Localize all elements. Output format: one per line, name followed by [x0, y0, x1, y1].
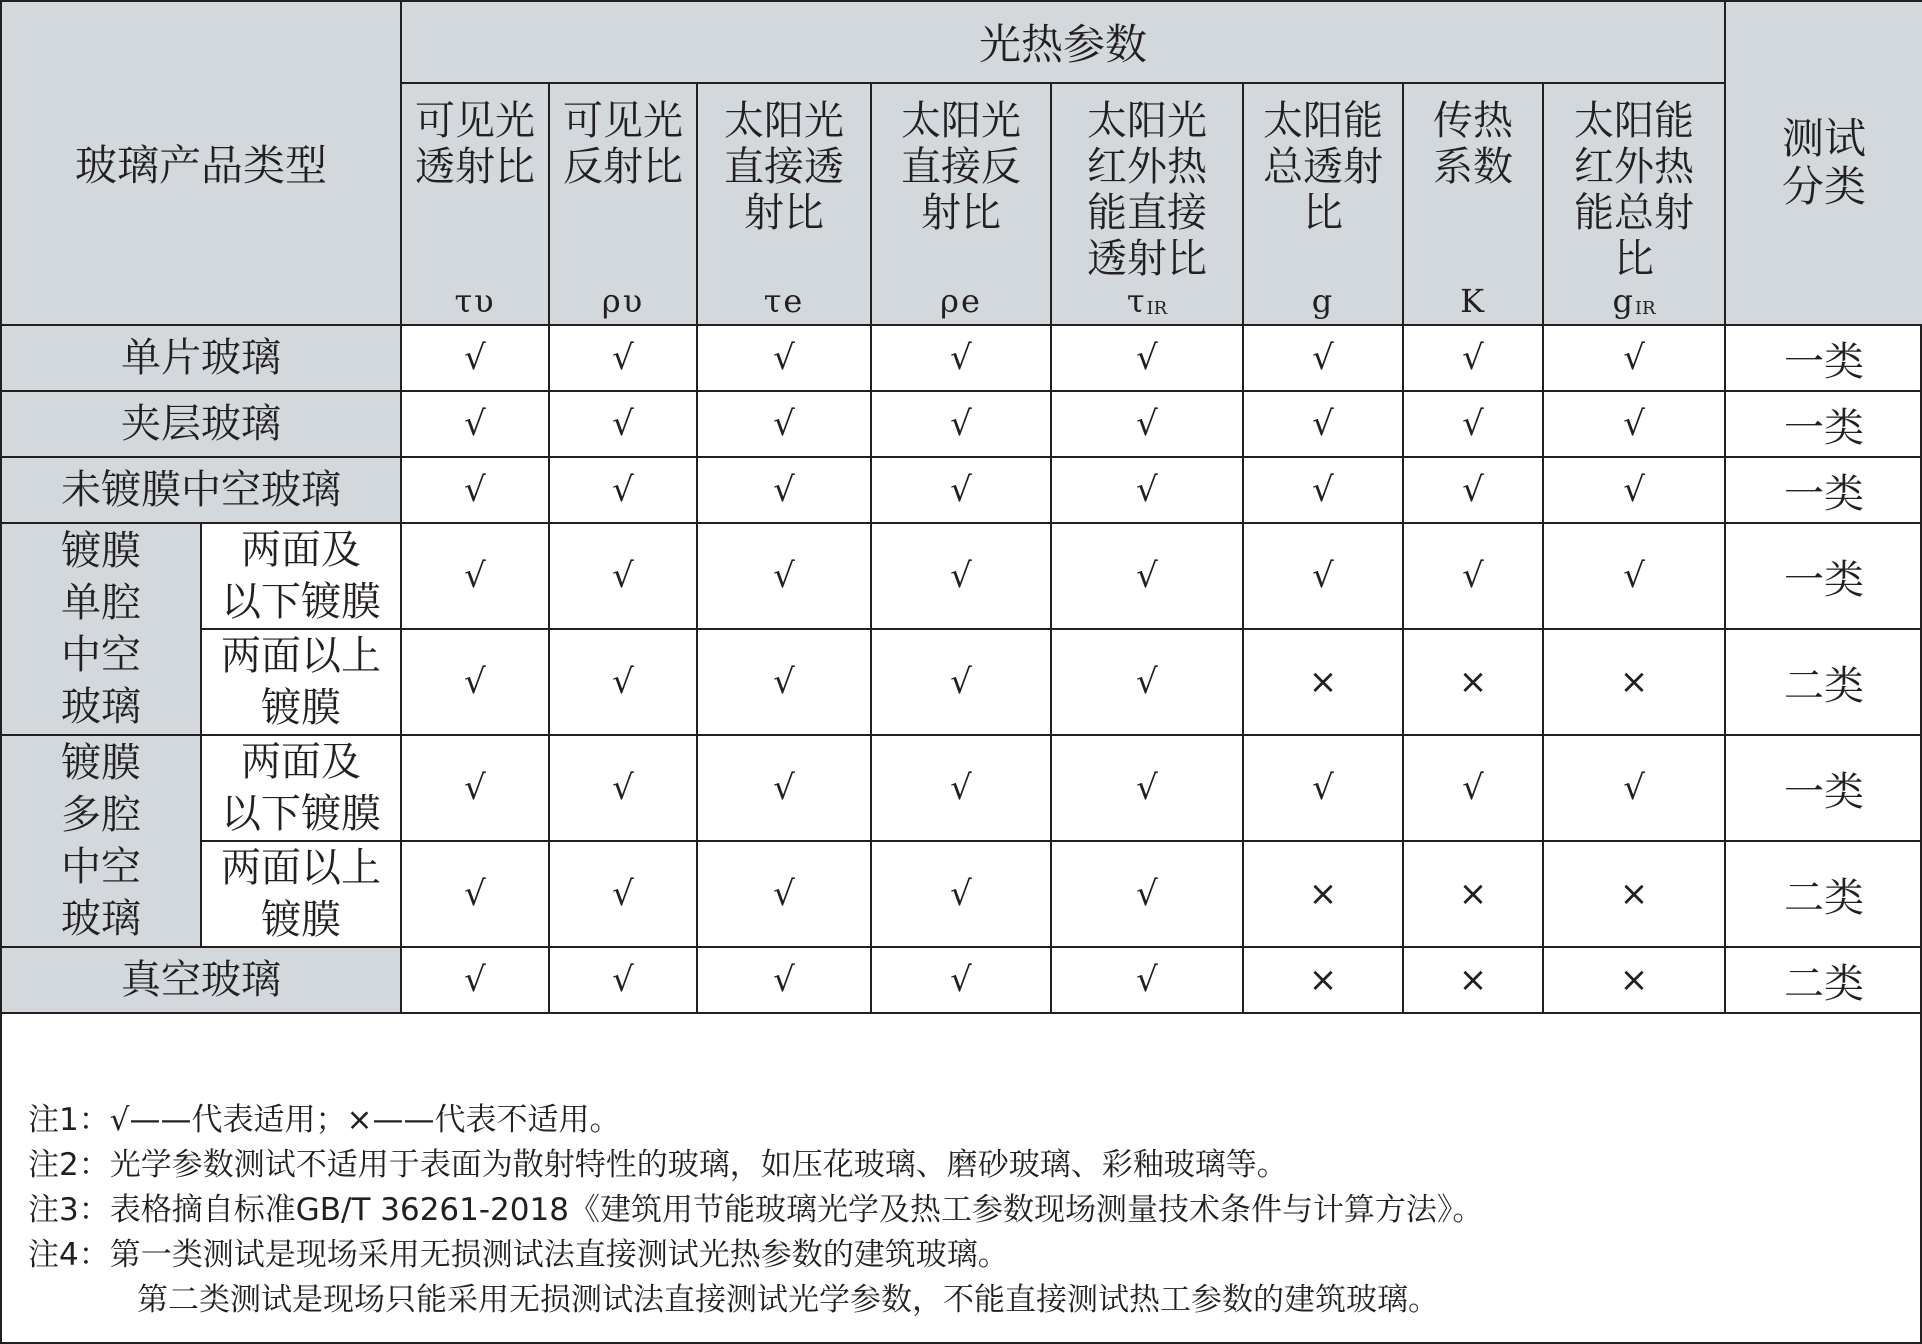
row-group-label: 镀膜 多腔 中空 玻璃 [1, 735, 201, 947]
check-mark: √ [1051, 629, 1243, 735]
check-mark: √ [401, 325, 549, 391]
cross-mark: × [1403, 629, 1543, 735]
test-category-cell: 一类 [1725, 457, 1922, 523]
check-mark: √ [401, 391, 549, 457]
test-category-cell: 一类 [1725, 735, 1922, 841]
column-header [1051, 83, 1243, 325]
column-label: 可见光 反射比 [563, 98, 684, 190]
row-sub-label: 两面以上 镀膜 [201, 629, 401, 735]
check-mark: √ [1051, 735, 1243, 841]
cross-mark: × [1543, 629, 1725, 735]
check-mark: √ [1543, 391, 1725, 457]
check-mark: √ [697, 325, 871, 391]
check-mark: √ [697, 947, 871, 1013]
check-mark: √ [1403, 735, 1543, 841]
cross-mark: × [1243, 947, 1403, 1013]
column-header [401, 83, 549, 325]
table-row [1, 735, 1922, 841]
symbol-main: g [1311, 282, 1335, 320]
row-sub-label: 两面及 以下镀膜 [201, 523, 401, 629]
check-mark: √ [697, 523, 871, 629]
table-row [1, 391, 1922, 457]
check-mark: √ [1051, 947, 1243, 1013]
header-optical-thermal-params: 光热参数 [401, 1, 1725, 83]
test-category-cell: 一类 [1725, 391, 1922, 457]
check-mark: √ [871, 947, 1051, 1013]
header-product-type: 玻璃产品类型 [1, 1, 401, 325]
column-header [697, 83, 871, 325]
check-mark: √ [401, 457, 549, 523]
check-mark: √ [1243, 457, 1403, 523]
column-label: 可见光 透射比 [415, 98, 536, 190]
check-mark: √ [1051, 391, 1243, 457]
check-mark: √ [549, 629, 697, 735]
table-row [1, 325, 1922, 391]
check-mark: √ [697, 457, 871, 523]
test-category-cell: 一类 [1725, 325, 1922, 391]
row-sub-label: 两面及 以下镀膜 [201, 735, 401, 841]
check-mark: √ [1543, 457, 1725, 523]
table-row [1, 947, 1922, 1013]
column-symbol [1404, 282, 1542, 320]
symbol-main: ρe [940, 282, 982, 320]
check-mark: √ [1051, 325, 1243, 391]
symbol-subscript: IR [1634, 298, 1656, 319]
note-line: 注4：第一类测试是现场采用无损测试法直接测试光热参数的建筑玻璃。 [28, 1237, 1009, 1273]
table-row [1, 523, 1922, 629]
check-mark: √ [549, 523, 697, 629]
check-mark: √ [549, 841, 697, 947]
column-label: 太阳光 直接透 射比 [724, 98, 845, 236]
check-mark: √ [871, 841, 1051, 947]
check-mark: √ [871, 457, 1051, 523]
check-mark: √ [549, 735, 697, 841]
column-header [1543, 83, 1725, 325]
row-sub-label: 两面以上 镀膜 [201, 841, 401, 947]
check-mark: √ [871, 325, 1051, 391]
check-mark: √ [1243, 735, 1403, 841]
column-symbol [872, 282, 1050, 320]
table-row [1, 841, 1922, 947]
check-mark: √ [871, 391, 1051, 457]
cross-mark: × [1403, 841, 1543, 947]
note-line: 第二类测试是现场只能采用无损测试法直接测试光学参数，不能直接测试热工参数的建筑玻璃。 [137, 1282, 1439, 1318]
column-header [871, 83, 1051, 325]
note-line: 注1：√——代表适用；×——代表不适用。 [28, 1102, 621, 1138]
table-row [1, 457, 1922, 523]
check-mark: √ [1403, 391, 1543, 457]
check-mark: √ [1403, 523, 1543, 629]
column-symbol [550, 282, 696, 320]
check-mark: √ [401, 735, 549, 841]
column-label: 太阳能 总透射 比 [1263, 98, 1384, 236]
check-mark: √ [549, 325, 697, 391]
cross-mark: × [1243, 629, 1403, 735]
symbol-subscript: IR [1146, 298, 1168, 319]
row-label: 真空玻璃 [1, 947, 401, 1013]
symbol-main: ρυ [601, 282, 645, 320]
check-mark: √ [1543, 523, 1725, 629]
check-mark: √ [1243, 391, 1403, 457]
check-mark: √ [1243, 523, 1403, 629]
check-mark: √ [1403, 325, 1543, 391]
symbol-main: τυ [454, 282, 496, 320]
symbol-main: K [1460, 282, 1486, 320]
check-mark: √ [697, 735, 871, 841]
check-mark: √ [1543, 735, 1725, 841]
column-symbol [1544, 282, 1724, 320]
header-test-category: 测试 分类 [1725, 1, 1922, 325]
check-mark: √ [1051, 841, 1243, 947]
check-mark: √ [549, 391, 697, 457]
notes-block [28, 1098, 1898, 1323]
check-mark: √ [1243, 325, 1403, 391]
column-label: 太阳光 红外热 能直接 透射比 [1087, 98, 1208, 282]
check-mark: √ [1543, 325, 1725, 391]
check-mark: √ [871, 735, 1051, 841]
symbol-main: g [1612, 282, 1635, 320]
test-category-cell: 二类 [1725, 629, 1922, 735]
row-label: 单片玻璃 [1, 325, 401, 391]
test-category-cell: 二类 [1725, 841, 1922, 947]
check-mark: √ [697, 391, 871, 457]
check-mark: √ [549, 947, 697, 1013]
table-row [1, 629, 1922, 735]
note-line: 注2：光学参数测试不适用于表面为散射特性的玻璃，如压花玻璃、磨砂玻璃、彩釉玻璃等。 [28, 1147, 1288, 1183]
column-header [1243, 83, 1403, 325]
symbol-main: τe [763, 282, 805, 320]
column-header [549, 83, 697, 325]
cross-mark: × [1243, 841, 1403, 947]
check-mark: √ [697, 841, 871, 947]
column-symbol [1244, 282, 1402, 320]
check-mark: √ [401, 629, 549, 735]
check-mark: √ [697, 629, 871, 735]
cross-mark: × [1543, 841, 1725, 947]
symbol-main: τ [1126, 282, 1147, 320]
check-mark: √ [871, 629, 1051, 735]
column-symbol [402, 282, 548, 320]
check-mark: √ [1403, 457, 1543, 523]
column-label: 传热 系数 [1433, 98, 1514, 190]
test-category-cell: 二类 [1725, 947, 1922, 1013]
row-group-label: 镀膜 单腔 中空 玻璃 [1, 523, 201, 735]
column-label: 太阳能 红外热 能总射 比 [1574, 98, 1695, 282]
column-symbol [698, 282, 870, 320]
check-mark: √ [401, 523, 549, 629]
note-line: 注3：表格摘自标准GB/T 36261-2018《建筑用节能玻璃光学及热工参数现场测量技术条件与计算方法》。 [28, 1192, 1484, 1228]
cross-mark: × [1543, 947, 1725, 1013]
check-mark: √ [549, 457, 697, 523]
column-header [1403, 83, 1543, 325]
row-label: 未镀膜中空玻璃 [1, 457, 401, 523]
check-mark: √ [401, 841, 549, 947]
check-mark: √ [401, 947, 549, 1013]
check-mark: √ [1051, 523, 1243, 629]
column-label: 太阳光 直接反 射比 [901, 98, 1022, 236]
check-mark: √ [871, 523, 1051, 629]
check-mark: √ [1051, 457, 1243, 523]
column-symbol [1052, 282, 1242, 320]
test-category-cell: 一类 [1725, 523, 1922, 629]
row-label: 夹层玻璃 [1, 391, 401, 457]
cross-mark: × [1403, 947, 1543, 1013]
